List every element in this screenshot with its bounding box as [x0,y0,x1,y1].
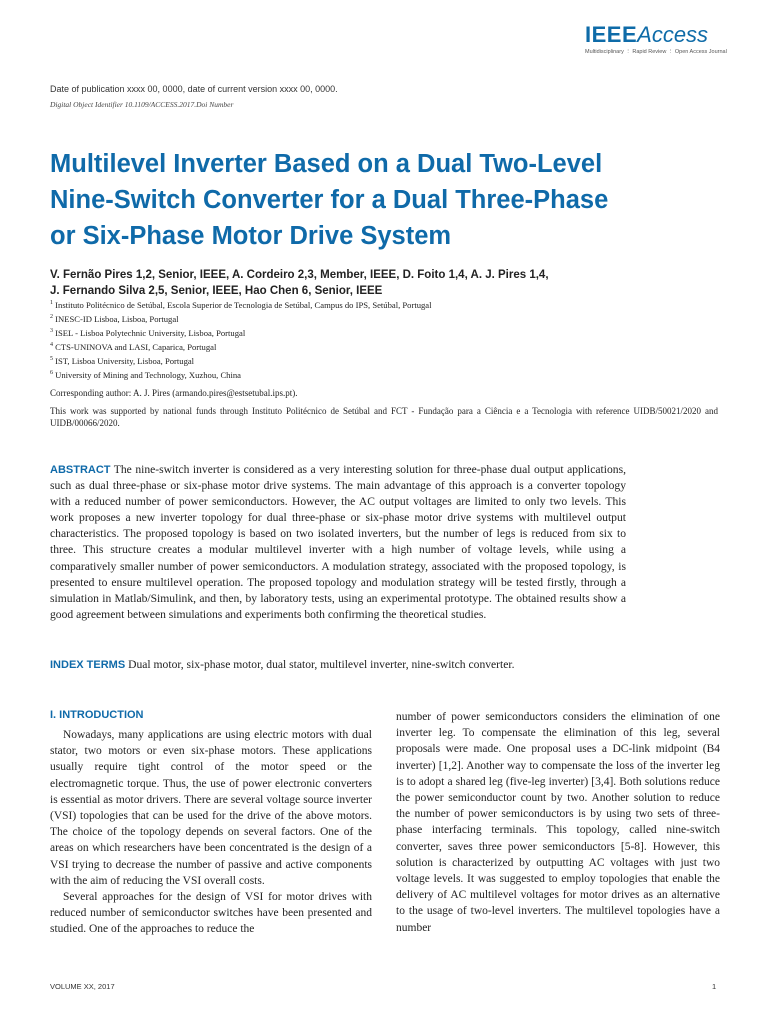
title-line: Nine-Switch Converter for a Dual Three-Phase [50,186,609,214]
abstract [50,462,626,623]
ieee-access-logo [585,22,725,62]
title-line: or Six-Phase Motor Drive System [50,222,452,250]
section-heading: I. INTRODUCTION [50,709,144,721]
index-terms-label: INDEX TERMS [50,659,126,671]
author-list [50,267,730,299]
paper-title [50,146,730,254]
funding-statement: This work was supported by national funds through Instituto Politécnico de Setúbal and FCT - Fundação para a Ciência e a Tecnologia with reference UIDB/50021/2020 and UIDB/00066/2020. [50,406,718,428]
body-paragraph: Several approaches for the design of VSI for motor drives with reduced number of semiconductor switches have been presented and studied. One of the approaches to reduce the [50,891,372,936]
body-column-right [396,709,720,936]
affiliation-item: $^5$ IST, Lisboa University, Lisboa, Portugal [50,356,195,367]
affiliation-item: $^6$ University of Mining and Technology, Xuzhou, China [50,370,241,381]
affiliation-list [50,297,432,381]
abstract-label: ABSTRACT [50,464,111,476]
page-number: 1 [712,982,717,991]
doi-line: Digital Object Identifier 10.1109/ACCESS.2017.Doi Number [50,100,234,109]
affiliation-item: $^2$ INESC-ID Lisboa, Lisboa, Portugal [50,313,179,324]
affiliation-item: $^3$ ISEL - Lisboa Polytechnic University, Lisboa, Portugal [50,327,246,338]
body-paragraph: number of power semiconductors considers the elimination of one inverter leg. To compensate the elimination of this leg, several proposals were made. One proposal uses a DC-link midpoint (B4 inverter) [1,2]. Another way to compensate the loss of the inverter leg is to adopt a shared leg (five-leg inverter) [3,4]. Both solutions reduce the power semiconductor count by two. Another solution to reduce the number of power semiconductors is by using two sets of three-phase interfacing terminals. This topology, called nine-switch converter, saves three power semiconductors [5-8]. However, this solution is characterized by outputting AC voltages with just two voltage levels. It was suggested to employ topologies that enable the delivery of AC multilevel voltages for motor drives as an alternative to the usage of two-level inverters. The multilevel topologies have a number [396,711,720,934]
index-terms [50,658,670,671]
index-terms-text: Dual motor, six-phase motor, dual stator, multilevel inverter, nine-switch converter. [128,658,515,671]
author-line: J. Fernando Silva 2,5, Senior, IEEE, Hao Chen 6, Senior, IEEE [50,285,383,297]
logo-access-text: Access [637,22,709,47]
abstract-text: The nine-switch inverter is considered as a very interesting solution for three-phase dual output applications, such as dual three-phase or six-phase motor drive systems. The main advantage of this approach is a converter topology with a reduced number of power semiconductors. However, the AC output voltages are limited to only two levels. This work proposes a new inverter topology for dual three-phase or six-phase motor drive systems with multilevel output characteristics. The proposed topology is based on two isolated inverters, but the number of legs is reduced from six to three. This structure creates a modular multilevel inverter with a high number of voltage levels, while using a comparatively smaller number of power semiconductors. A modulation strategy, associated with the proposed topology, is presented to ensure multilevel operation. The proposed topology and modulation strategy will be tested firstly, through a simulation in Matlab/Simulink, and then, by laboratory tests, using an experimental prototype. The obtained results show a good agreement between simulations and experiments both confirming the theoretical studies. [50,463,626,621]
logo-tagline: Multidisciplinary ⋮ Rapid Review ⋮ Open Access Journal [585,49,727,55]
affiliation-item: $^4$ CTS-UNINOVA and LASI, Caparica, Portugal [50,342,217,353]
publication-date: Date of publication xxxx 00, 0000, date of current version xxxx 00, 0000. [50,84,338,94]
affiliation-item: $^1$ Instituto Politécnico de Setúbal, Escola Superior de Tecnologia de Setúbal, Campus do IPS, Setúbal, Portugal [50,299,432,310]
title-line: Multilevel Inverter Based on a Dual Two-Level [50,150,603,178]
body-column-left [50,709,372,938]
body-paragraph: Nowadays, many applications are using electric motors with dual stator, two motors or even six-phase motors. These applications usually require tight control of the motor speed or the electromagnetic torque. Thus, the use of power electronic converters is essential as motor drivers. There are several voltage source inverter (VSI) topologies that can be used for the drive of the above motors. The choice of the topology depends on several factors. One of the areas on which researchers have been concentrated is the design of a VSI trying to decrease the number of passive and active components with the aim of reducing the VSI overall costs. [50,729,372,887]
logo-ieee-text: IEEE [585,22,638,47]
author-line: V. Fernão Pires 1,2, Senior, IEEE, A. Cordeiro 2,3, Member, IEEE, D. Foito 1,4, A. J. Pires 1,4, [50,269,549,281]
footer-volume: VOLUME XX, 2017 [50,982,115,991]
corresponding-author: Corresponding author: A. J. Pires (armando.pires@estsetubal.ips.pt). [50,388,298,398]
